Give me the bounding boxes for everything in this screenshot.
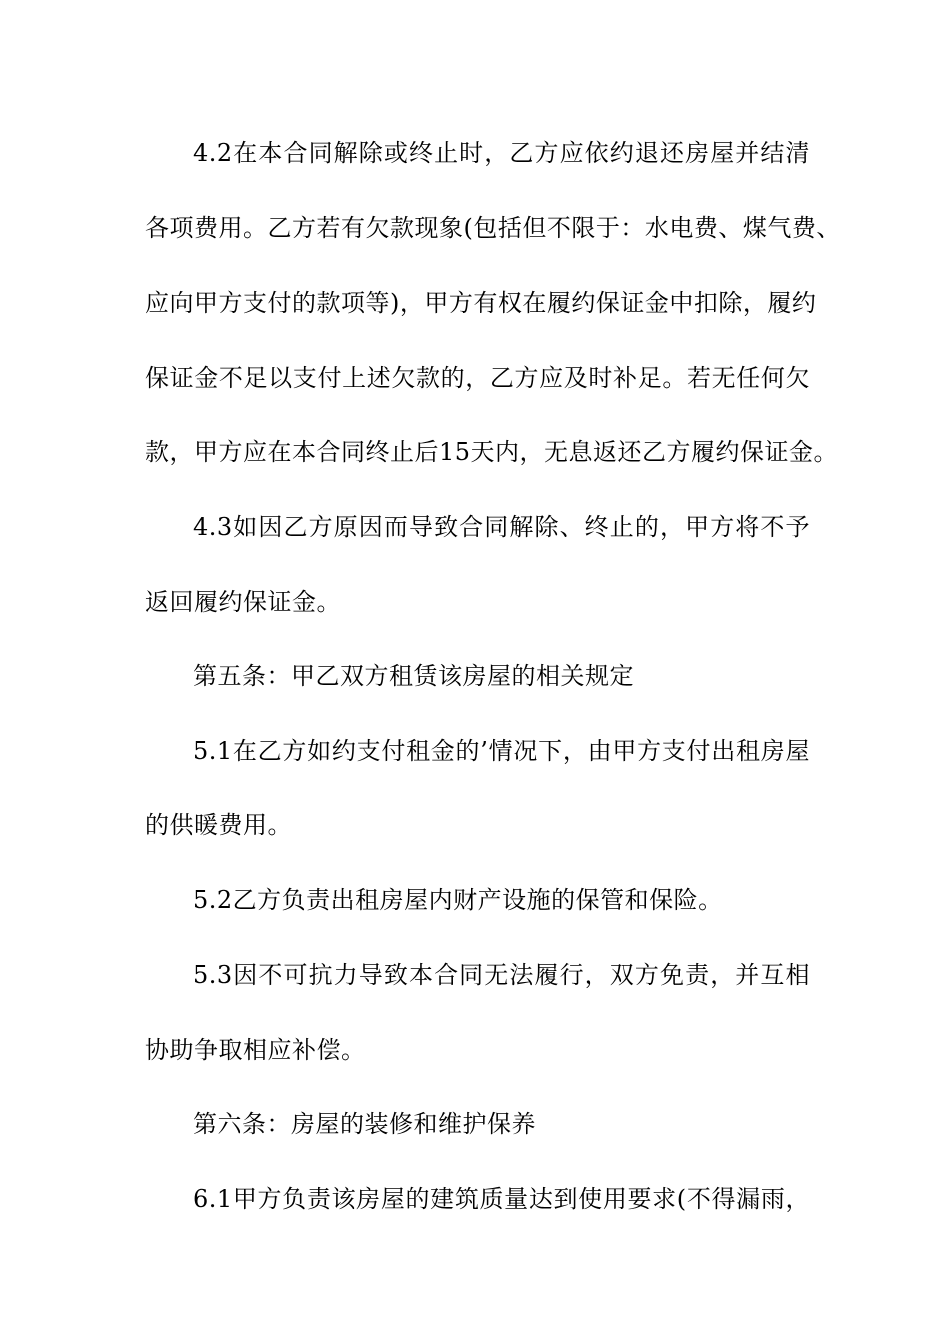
paragraph-5-3-line-2: 协助争取相应补偿。	[145, 1036, 366, 1064]
paragraph-5-2: 5.2乙方负责出租房屋内财产设施的保管和保险。	[193, 886, 723, 914]
paragraph-4-2-line-2: 各项费用。乙方若有欠款现象(包括但不限于：水电费、煤气费、	[145, 214, 841, 242]
paragraph-4-3-line-1: 4.3如因乙方原因而导致合同解除、终止的，甲方将不予	[193, 513, 810, 541]
paragraph-4-3-line-2: 返回履约保证金。	[145, 588, 341, 616]
paragraph-5-1-line-1: 5.1在乙方如约支付租金的’情况下，由甲方支付出租房屋	[193, 737, 810, 765]
paragraph-4-2-line-1: 4.2在本合同解除或终止时，乙方应依约退还房屋并结清	[193, 139, 810, 167]
article-5-heading: 第五条：甲乙双方租赁该房屋的相关规定	[193, 662, 634, 690]
paragraph-5-3-line-1: 5.3因不可抗力导致本合同无法履行，双方免责，并互相	[193, 961, 810, 989]
paragraph-6-1-line-1: 6.1甲方负责该房屋的建筑质量达到使用要求(不得漏雨，	[193, 1185, 810, 1213]
paragraph-4-2-line-4: 保证金不足以支付上述欠款的，乙方应及时补足。若无任何欠	[145, 364, 810, 392]
paragraph-5-1-line-2: 的供暖费用。	[145, 811, 292, 839]
paragraph-4-2-line-3: 应向甲方支付的款项等)，甲方有权在履约保证金中扣除，履约	[145, 289, 817, 317]
paragraph-4-2-line-5: 款，甲方应在本合同终止后15天内，无息返还乙方履约保证金。	[145, 438, 839, 466]
article-6-heading: 第六条：房屋的装修和维护保养	[193, 1110, 536, 1138]
